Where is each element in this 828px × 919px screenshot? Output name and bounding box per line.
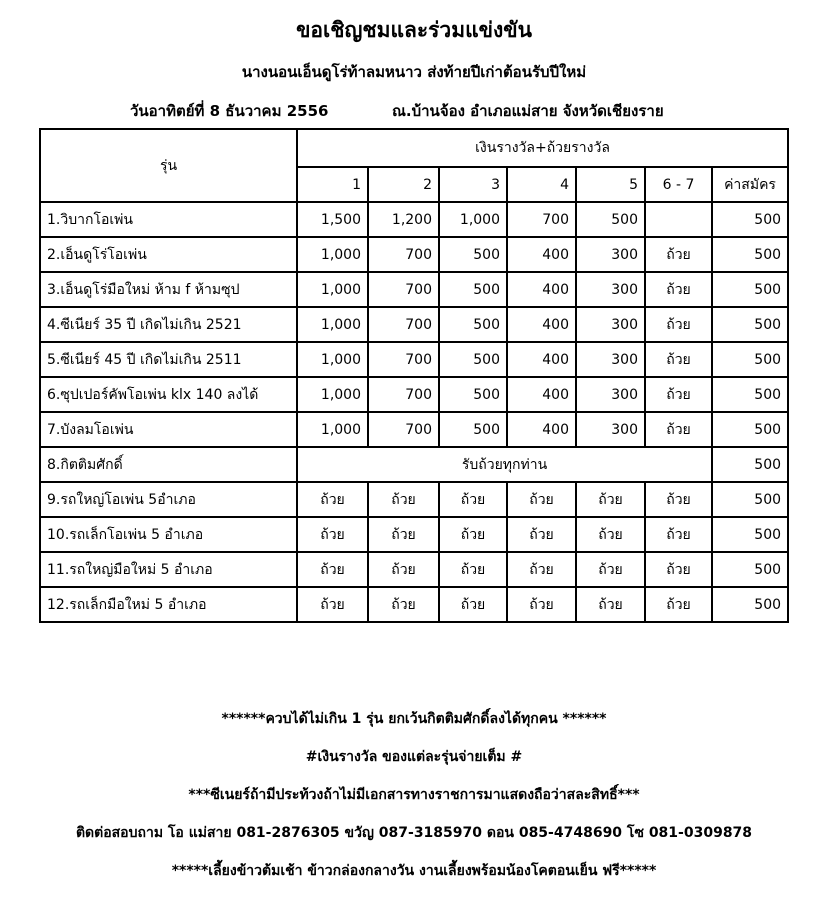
class-name-cell: 8.กิตติมศักดิ์ (40, 447, 297, 482)
prize-cell: ถ้วย (507, 482, 576, 517)
note-one-class-rule: ******ควบได้ไม่เกิน 1 รุ่น ยกเว้นกิตติมศักดิ์ลงได้ทุกคน ****** (221, 711, 607, 727)
prize-cell: ถ้วย (645, 377, 712, 412)
prize-cell: ถ้วย (645, 517, 712, 552)
prize-cell: 1,000 (297, 307, 368, 342)
prize-cell: 300 (576, 237, 645, 272)
prize-cell: 400 (507, 237, 576, 272)
table-row (40, 342, 788, 377)
note-contacts: ติดต่อสอบถาม โอ แม่สาย 081-2876305 ขวัญ 087-3185970 ดอน 085-4748690 โซ 081-0309878 (75, 825, 753, 841)
entry-fee-cell: 500 (712, 307, 788, 342)
prize-cell: 500 (439, 237, 507, 272)
entry-fee-cell: 500 (712, 482, 788, 517)
column-header-fee: ค่าสมัคร (712, 167, 788, 202)
table-row (40, 272, 788, 307)
prize-cell: 500 (439, 307, 507, 342)
prize-cell: ถ้วย (297, 482, 368, 517)
prize-cell: ถ้วย (439, 517, 507, 552)
class-name-cell: 3.เอ็นดูโร่มือใหม่ ห้าม f ห้ามซุป (40, 272, 297, 307)
prize-cell: ถ้วย (645, 307, 712, 342)
prize-cell (645, 202, 712, 237)
table-row (40, 377, 788, 412)
table-row (40, 482, 788, 517)
entry-fee-cell: 500 (712, 272, 788, 307)
entry-fee-cell: 500 (712, 517, 788, 552)
prize-cell: ถ้วย (576, 482, 645, 517)
prize-column-header: เงินรางวัล+ถ้วยรางวัล (297, 129, 788, 167)
entry-fee-cell: 500 (712, 552, 788, 587)
prize-cell: 1,500 (297, 202, 368, 237)
prize-cell: 700 (368, 272, 439, 307)
prize-cell: ถ้วย (297, 517, 368, 552)
prize-cell: 700 (507, 202, 576, 237)
prize-cell: 1,000 (297, 237, 368, 272)
prize-cell: 1,000 (297, 342, 368, 377)
prize-cell: 400 (507, 272, 576, 307)
note-free-meals: *****เลี้ยงข้าวต้มเช้า ข้าวกล่องกลางวัน งานเลี้ยงพร้อมน้องโคตอนเย็น ฟรี***** (171, 863, 657, 879)
prize-cell: ถ้วย (368, 517, 439, 552)
class-name-cell: 9.รถใหญ่โอเพ่น 5อำเภอ (40, 482, 297, 517)
prize-cell: ถ้วย (368, 587, 439, 622)
column-header-5: 5 (576, 167, 645, 202)
prize-cell: ถ้วย (368, 552, 439, 587)
prize-cell: ถ้วย (439, 587, 507, 622)
prize-cell: ถ้วย (507, 552, 576, 587)
prize-cell: ถ้วย (576, 552, 645, 587)
class-name-cell: 7.บังลมโอเพ่น (40, 412, 297, 447)
prize-cell: 500 (439, 272, 507, 307)
event-date: วันอาทิตย์ที่ 8 ธันวาคม 2556 (130, 102, 329, 120)
prize-cell: 500 (439, 412, 507, 447)
prize-cell: ถ้วย (297, 587, 368, 622)
table-row (40, 412, 788, 447)
prize-cell: ถ้วย (576, 587, 645, 622)
table-row (40, 587, 788, 622)
prize-cell: ถ้วย (645, 482, 712, 517)
class-name-cell: 11.รถใหญ่มือใหม่ 5 อำเภอ (40, 552, 297, 587)
prize-cell: 300 (576, 342, 645, 377)
header-row-top (40, 129, 788, 167)
table-row (40, 307, 788, 342)
class-name-cell: 4.ซีเนียร์ 35 ปี เกิดไม่เกิน 2521 (40, 307, 297, 342)
prize-cell: 400 (507, 307, 576, 342)
table-row (40, 237, 788, 272)
table-row (40, 447, 788, 482)
note-senior-protest: ***ซีเนยร์ถ้ามีประท้วงถ้าไม่มีเอกสารทางราชการมาแสดงถือว่าสละสิทธิ์*** (188, 787, 640, 803)
prize-cell: 400 (507, 412, 576, 447)
prize-cell: ถ้วย (439, 552, 507, 587)
prize-cell: ถ้วย (645, 272, 712, 307)
table-row (40, 552, 788, 587)
prize-cell: 500 (576, 202, 645, 237)
note-full-prize: #เงินรางวัล ของแต่ละรุ่นจ่ายเต็ม # (305, 749, 523, 765)
prize-cell: 1,000 (439, 202, 507, 237)
prize-cell: ถ้วย (507, 587, 576, 622)
event-location: ณ.บ้านจ้อง อำเภอแม่สาย จังหวัดเชียงราย (392, 102, 664, 120)
column-header-3: 3 (439, 167, 507, 202)
prize-cell: ถ้วย (439, 482, 507, 517)
column-header-4: 4 (507, 167, 576, 202)
column-header-6-7: 6 - 7 (645, 167, 712, 202)
column-header-1: 1 (297, 167, 368, 202)
prize-cell: 700 (368, 237, 439, 272)
merged-prize-cell: รับถ้วยทุกท่าน (297, 447, 712, 482)
class-column-header: รุ่น (40, 129, 297, 202)
prize-cell: 300 (576, 377, 645, 412)
table-row (40, 517, 788, 552)
prize-cell: ถ้วย (368, 482, 439, 517)
class-name-cell: 6.ซุปเปอร์คัพโอเพ่น klx 140 ลงได้ (40, 377, 297, 412)
class-name-cell: 12.รถเล็กมือใหม่ 5 อำเภอ (40, 587, 297, 622)
prize-table (39, 128, 789, 623)
prize-cell: 1,000 (297, 377, 368, 412)
prize-cell: ถ้วย (576, 517, 645, 552)
prize-cell: 300 (576, 412, 645, 447)
entry-fee-cell: 500 (712, 202, 788, 237)
prize-cell: 700 (368, 342, 439, 377)
prize-cell: ถ้วย (645, 587, 712, 622)
prize-cell: 400 (507, 377, 576, 412)
entry-fee-cell: 500 (712, 412, 788, 447)
prize-table-body (40, 129, 788, 622)
table-row (40, 202, 788, 237)
prize-cell: 700 (368, 307, 439, 342)
prize-cell: 1,000 (297, 412, 368, 447)
prize-cell: 300 (576, 307, 645, 342)
prize-cell: 300 (576, 272, 645, 307)
entry-fee-cell: 500 (712, 587, 788, 622)
class-name-cell: 1.วิบากโอเพ่น (40, 202, 297, 237)
prize-cell: 700 (368, 377, 439, 412)
prize-cell: 500 (439, 342, 507, 377)
prize-cell: ถ้วย (645, 412, 712, 447)
entry-fee-cell: 500 (712, 342, 788, 377)
prize-cell: 700 (368, 412, 439, 447)
class-name-cell: 5.ซีเนียร์ 45 ปี เกิดไม่เกิน 2511 (40, 342, 297, 377)
class-name-cell: 10.รถเล็กโอเพ่น 5 อำเภอ (40, 517, 297, 552)
prize-cell: 400 (507, 342, 576, 377)
entry-fee-cell: 500 (712, 447, 788, 482)
prize-cell: 1,200 (368, 202, 439, 237)
entry-fee-cell: 500 (712, 237, 788, 272)
prize-cell: 500 (439, 377, 507, 412)
prize-cell: ถ้วย (645, 237, 712, 272)
class-name-cell: 2.เอ็นดูโร่โอเพ่น (40, 237, 297, 272)
event-subtitle: นางนอนเอ็นดูโร่ท้าลมหนาว ส่งท้ายปีเก่าต้อนรับปีใหม่ (241, 63, 587, 81)
prize-cell: 1,000 (297, 272, 368, 307)
entry-fee-cell: 500 (712, 377, 788, 412)
prize-cell: ถ้วย (645, 552, 712, 587)
column-header-2: 2 (368, 167, 439, 202)
prize-cell: ถ้วย (297, 552, 368, 587)
page-title: ขอเชิญชมและร่วมแข่งขัน (296, 18, 532, 42)
prize-cell: ถ้วย (645, 342, 712, 377)
prize-cell: ถ้วย (507, 517, 576, 552)
